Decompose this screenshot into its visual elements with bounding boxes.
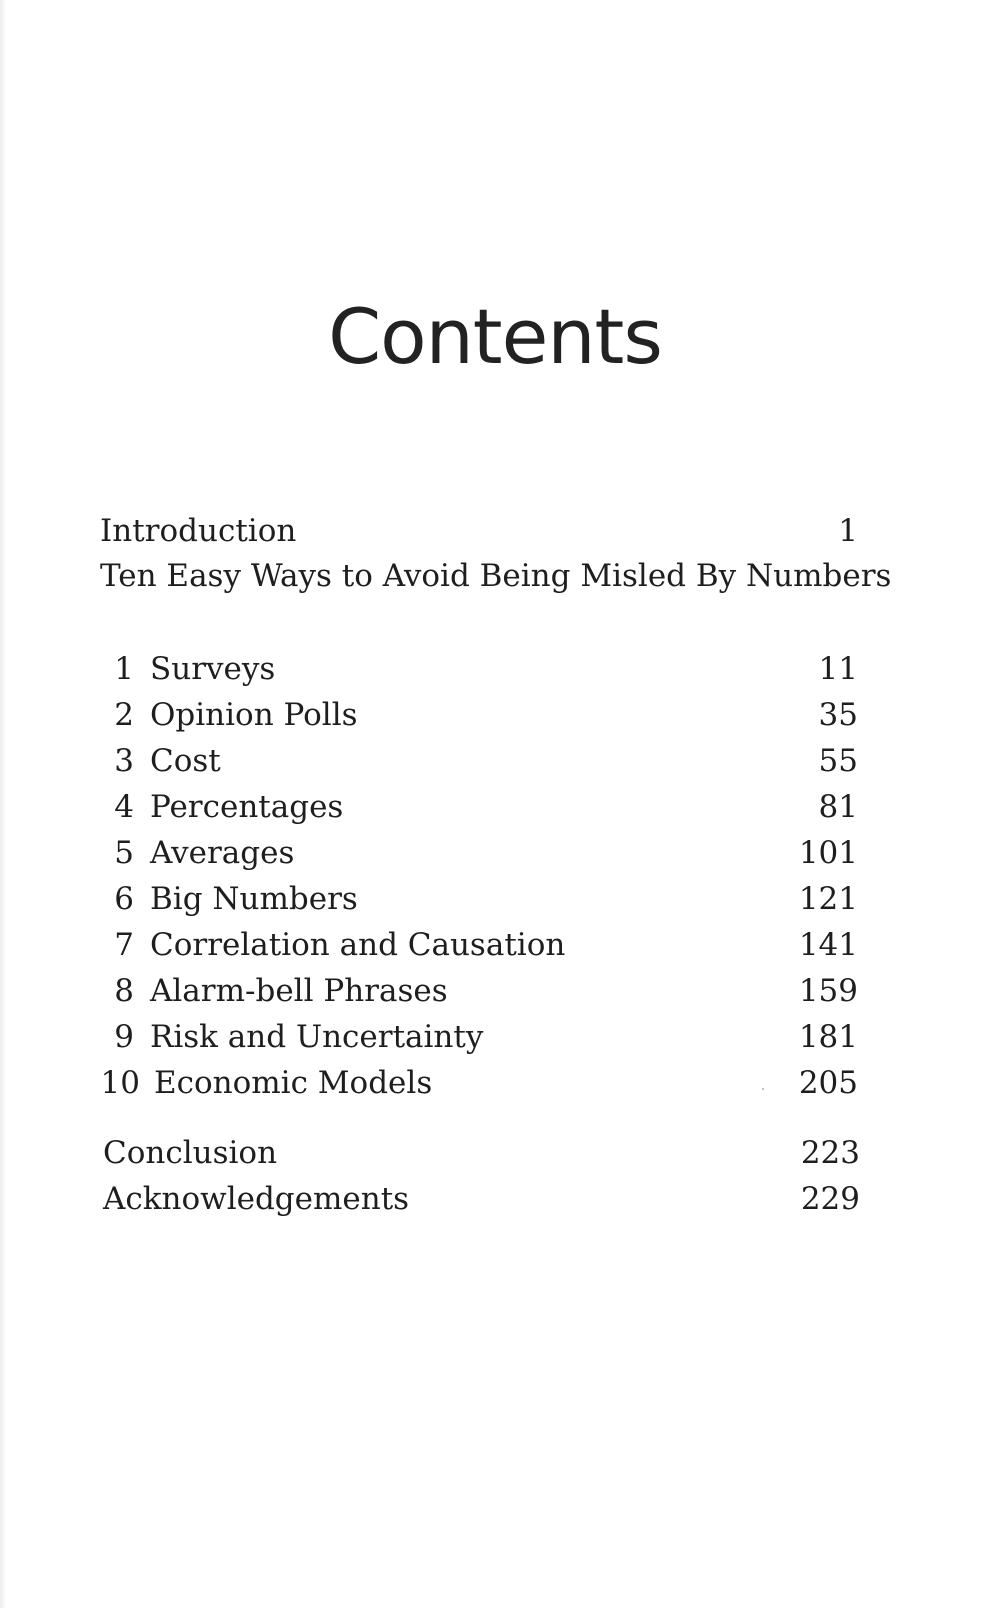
chapter-number: 4 xyxy=(114,789,134,825)
toc-entry-label: Ten Easy Ways to Avoid Being Misled By Numbers xyxy=(100,558,892,594)
chapter-page: 35 xyxy=(818,697,858,733)
chapter-number: 9 xyxy=(114,1019,134,1055)
toc-chapter-1[interactable] xyxy=(0,648,990,690)
page-title: Contents xyxy=(328,292,662,381)
chapter-number: 7 xyxy=(114,927,134,963)
toc-chapter-6[interactable] xyxy=(0,878,990,920)
chapter-title: Cost xyxy=(150,743,221,779)
chapter-title: Risk and Uncertainty xyxy=(150,1019,484,1055)
chapter-number: 1 xyxy=(114,651,134,687)
chapter-page: 141 xyxy=(798,927,858,963)
chapter-page: 55 xyxy=(818,743,858,779)
chapter-number: 6 xyxy=(114,881,134,917)
toc-entry-conclusion[interactable] xyxy=(0,1132,990,1174)
toc-entry-label: Conclusion xyxy=(103,1135,278,1171)
chapter-title: Averages xyxy=(150,835,295,871)
chapter-page: 81 xyxy=(818,789,858,825)
toc-chapter-4[interactable] xyxy=(0,786,990,828)
chapter-title: Economic Models xyxy=(154,1065,433,1101)
chapter-number: 8 xyxy=(114,973,134,1009)
chapter-title: Correlation and Causation xyxy=(150,927,566,963)
chapter-page: 205 xyxy=(798,1065,858,1101)
toc-chapter-3[interactable] xyxy=(0,740,990,782)
chapter-page: 121 xyxy=(798,881,858,917)
chapter-title: Percentages xyxy=(150,789,344,825)
chapter-page: 159 xyxy=(798,973,858,1009)
toc-entry-acknowledgements[interactable] xyxy=(0,1178,990,1220)
toc-chapter-2[interactable] xyxy=(0,694,990,736)
toc-entry-page: 229 xyxy=(800,1181,860,1217)
chapter-title: Opinion Polls xyxy=(150,697,358,733)
toc-chapter-7[interactable] xyxy=(0,924,990,966)
chapter-page: 11 xyxy=(818,651,858,687)
toc-entry-ten-easy-ways[interactable] xyxy=(0,555,990,597)
toc-entry-page: 1 xyxy=(838,513,858,549)
chapter-page: 181 xyxy=(798,1019,858,1055)
chapter-title: Big Numbers xyxy=(150,881,358,917)
chapter-number: 2 xyxy=(114,697,134,733)
toc-chapter-9[interactable] xyxy=(0,1016,990,1058)
toc-entry-label: Introduction xyxy=(100,513,297,549)
toc-entry-page: 223 xyxy=(800,1135,860,1171)
chapter-page: 101 xyxy=(798,835,858,871)
toc-entry-introduction[interactable] xyxy=(0,510,990,552)
toc-chapter-10[interactable] xyxy=(0,1062,990,1104)
toc-chapter-5[interactable] xyxy=(0,832,990,874)
toc-entry-label: Acknowledgements xyxy=(103,1181,410,1217)
chapter-title: Surveys xyxy=(150,651,276,687)
chapter-title: Alarm-bell Phrases xyxy=(150,973,448,1009)
toc-chapter-8[interactable] xyxy=(0,970,990,1012)
chapter-number: 5 xyxy=(114,835,134,871)
chapter-number: 10 xyxy=(100,1065,140,1101)
chapter-number: 3 xyxy=(114,743,134,779)
